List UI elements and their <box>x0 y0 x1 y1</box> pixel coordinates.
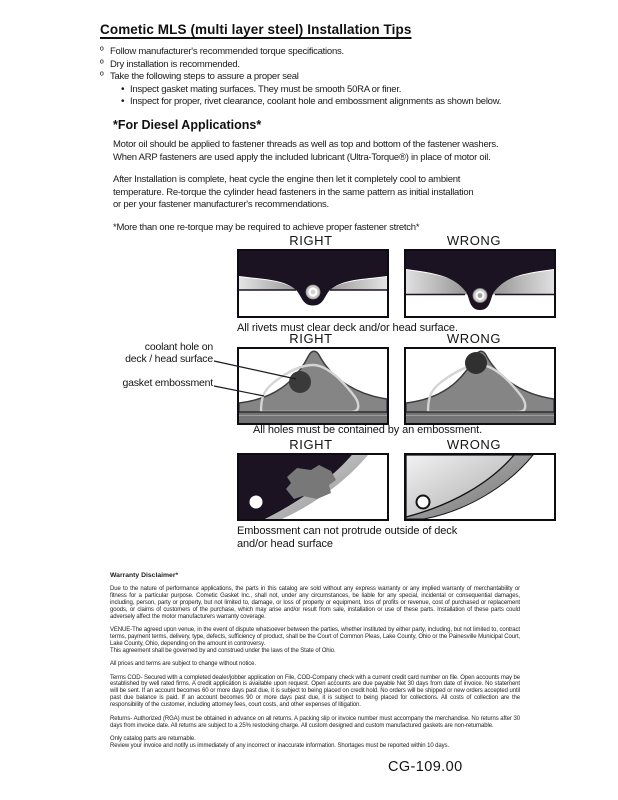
diesel-heading: *For Diesel Applications* <box>113 118 262 132</box>
figure3-caption-line: and/or head surface <box>237 537 333 550</box>
figure2-labels <box>237 331 548 346</box>
figure3-caption <box>237 525 557 550</box>
diesel-paragraph-line: When ARP fasteners are used apply the included lubricant (Ultra-Torque®) in place of motor oil. <box>113 151 491 163</box>
annotation-line: deck / head surface <box>125 352 213 365</box>
tip-bullet: º Follow manufacturer's recommended torque specifications. <box>100 46 530 59</box>
figure1-wrong-diagram <box>404 249 556 318</box>
figure2-wrong-label: WRONG <box>446 331 502 346</box>
figure1-caption: All rivets must clear deck and/or head surface. <box>237 322 458 334</box>
tip-bullet: º Dry installation is recommended. <box>100 59 530 72</box>
annotation-line: coolant hole on <box>144 341 213 353</box>
diesel-paragraph-line: temperature. Re-torque the cylinder head fasteners in the same pattern as initial installation <box>113 186 474 198</box>
warranty-paragraph: This agreement shall be governed by and construed under the laws of the State of Ohio. <box>110 647 336 654</box>
warranty-disclaimer-section <box>110 572 520 756</box>
catalog-code: CG-109.00 <box>388 759 463 775</box>
figure3-right-diagram <box>237 453 389 521</box>
figure3-caption-line: Embossment can not protrude outside of deck <box>237 525 458 537</box>
figure3-wrong-label: WRONG <box>446 437 502 452</box>
figure2-right-label: RIGHT <box>289 331 333 346</box>
diesel-paragraph-2 <box>113 174 533 212</box>
diesel-paragraph-line: Motor oil should be applied to fastener threads as well as top and bottom of the fastener washers. <box>113 139 499 150</box>
figure3-right-label: RIGHT <box>289 437 333 452</box>
figure1-right-diagram <box>237 249 389 318</box>
tip-sub-bullet: • Inspect gasket mating surfaces. They must be smooth 50RA or finer. <box>121 84 530 96</box>
bolt-hole-icon <box>250 496 263 509</box>
coolant-hole-annotation <box>113 342 213 365</box>
tips-sublist <box>100 84 530 109</box>
figure1-labels <box>237 233 557 248</box>
tips-list <box>100 46 530 84</box>
figure2-right-diagram <box>237 347 389 425</box>
figure-coolant-hole <box>113 331 558 441</box>
figure1-diagrams <box>237 249 557 318</box>
retorque-note: *More than one re-torque may be required to achieve proper fastener stretch* <box>113 221 420 233</box>
diesel-paragraph-line: or per your fastener manufacturer's recommendations. <box>113 199 329 211</box>
warranty-paragraph: Due to the nature of performance applications, the parts in this catalog are sold without any express warranty or any implied warranty of merchantability or fitness for a particular purpose. Cometic Gasket Inc., shall not, under any circumstances, be liable for any special, incidental or consequential damages, including, person, party or property, but not limited to, damage, or loss of property or equipment, loss of profits or revenue, cost of purchased or replacement goods, or claims of customers of the purchase, which may arise and/or result from sale, installation or use of these parts. Installation of these parts could adversely affect the motor manufacturers warranty coverage. <box>110 586 520 620</box>
diesel-paragraph-line: After Installation is complete, heat cycle the engine then let it completely cool to ambient <box>113 174 461 186</box>
gasket-embossment-annotation: gasket embossment <box>122 377 213 389</box>
warranty-paragraph: Returns- Authorized (RGA) must be obtained in advance on all returns. A packing slip or invoice number must accompany the merchandise. No returns after 30 days from invoice date. All returns are subject to a 25% restocking charge. All custom designed and custom manufactured gaskets are non-returnable. <box>110 715 520 729</box>
diesel-paragraph-1 <box>113 139 533 164</box>
figure2-caption: All holes must be contained by an embossment. <box>253 424 483 436</box>
warranty-paragraph: Terms COD- Secured with a completed dealer/jobber application on File, COD-Company check with a current credit card number on file. Open accounts may be established by well rated firms. A credit application is available upon request. Open accounts are due payable Net 30 days from date of invoice. No statement will be sent. If an account becomes 60 or more days past due, it is subject to being placed on credit hold. No orders will be shipped or new orders accepted until past due balance is paid. If an account becomes 90 or more days past due, it is subject to being placed for collections. All costs of collection are the responsibility of the customer, including attorney fees, court costs, and other expenses of litigation. <box>110 674 520 709</box>
figure1-wrong-label: WRONG <box>446 233 502 248</box>
bolt-hole-icon <box>417 496 430 509</box>
tip-sub-bullet: • Inspect for proper, rivet clearance, coolant hole and embossment alignments as shown below. <box>121 96 530 108</box>
figure-embossment-protrude <box>237 437 557 550</box>
tip-bullet: º Take the following steps to assure a proper seal <box>100 71 530 84</box>
installation-tips-section <box>100 22 530 109</box>
coolant-hole-icon <box>465 352 487 374</box>
figure3-wrong-diagram <box>404 453 556 521</box>
diesel-applications-section <box>113 118 533 235</box>
coolant-hole-icon <box>289 371 311 393</box>
warranty-heading: Warranty Disclaimer* <box>110 572 179 579</box>
figure2-wrong-diagram <box>404 347 556 425</box>
warranty-paragraph: All prices and terms are subject to change without notice. <box>110 661 256 668</box>
figure3-labels <box>237 437 557 452</box>
figure-rivet-clearance <box>237 233 557 335</box>
figure1-right-label: RIGHT <box>289 233 333 248</box>
warranty-paragraph: VENUE-The agreed upon venue, in the event of dispute whatsoever between the parties, whether instituted by either party, including, but not limited to, contract terms, payment terms, delivery, type, defects, sufficiency of product, shall be the Court of Common Pleas, Lake County, Ohio or the Painesville Municipal Court, Lake County, Ohio, depending on the amount in controversy. <box>110 627 520 647</box>
page-title: Cometic MLS (multi layer steel) Installation Tips <box>100 22 412 37</box>
warranty-paragraph: Only catalog parts are returnable. <box>110 735 196 742</box>
figure3-diagrams <box>237 453 557 521</box>
warranty-paragraph: Review your invoice and notify us immediately of any incorrect or inaccurate information. Shortages must be reported within 10 days. <box>110 742 449 749</box>
figure2-diagrams <box>237 347 556 425</box>
